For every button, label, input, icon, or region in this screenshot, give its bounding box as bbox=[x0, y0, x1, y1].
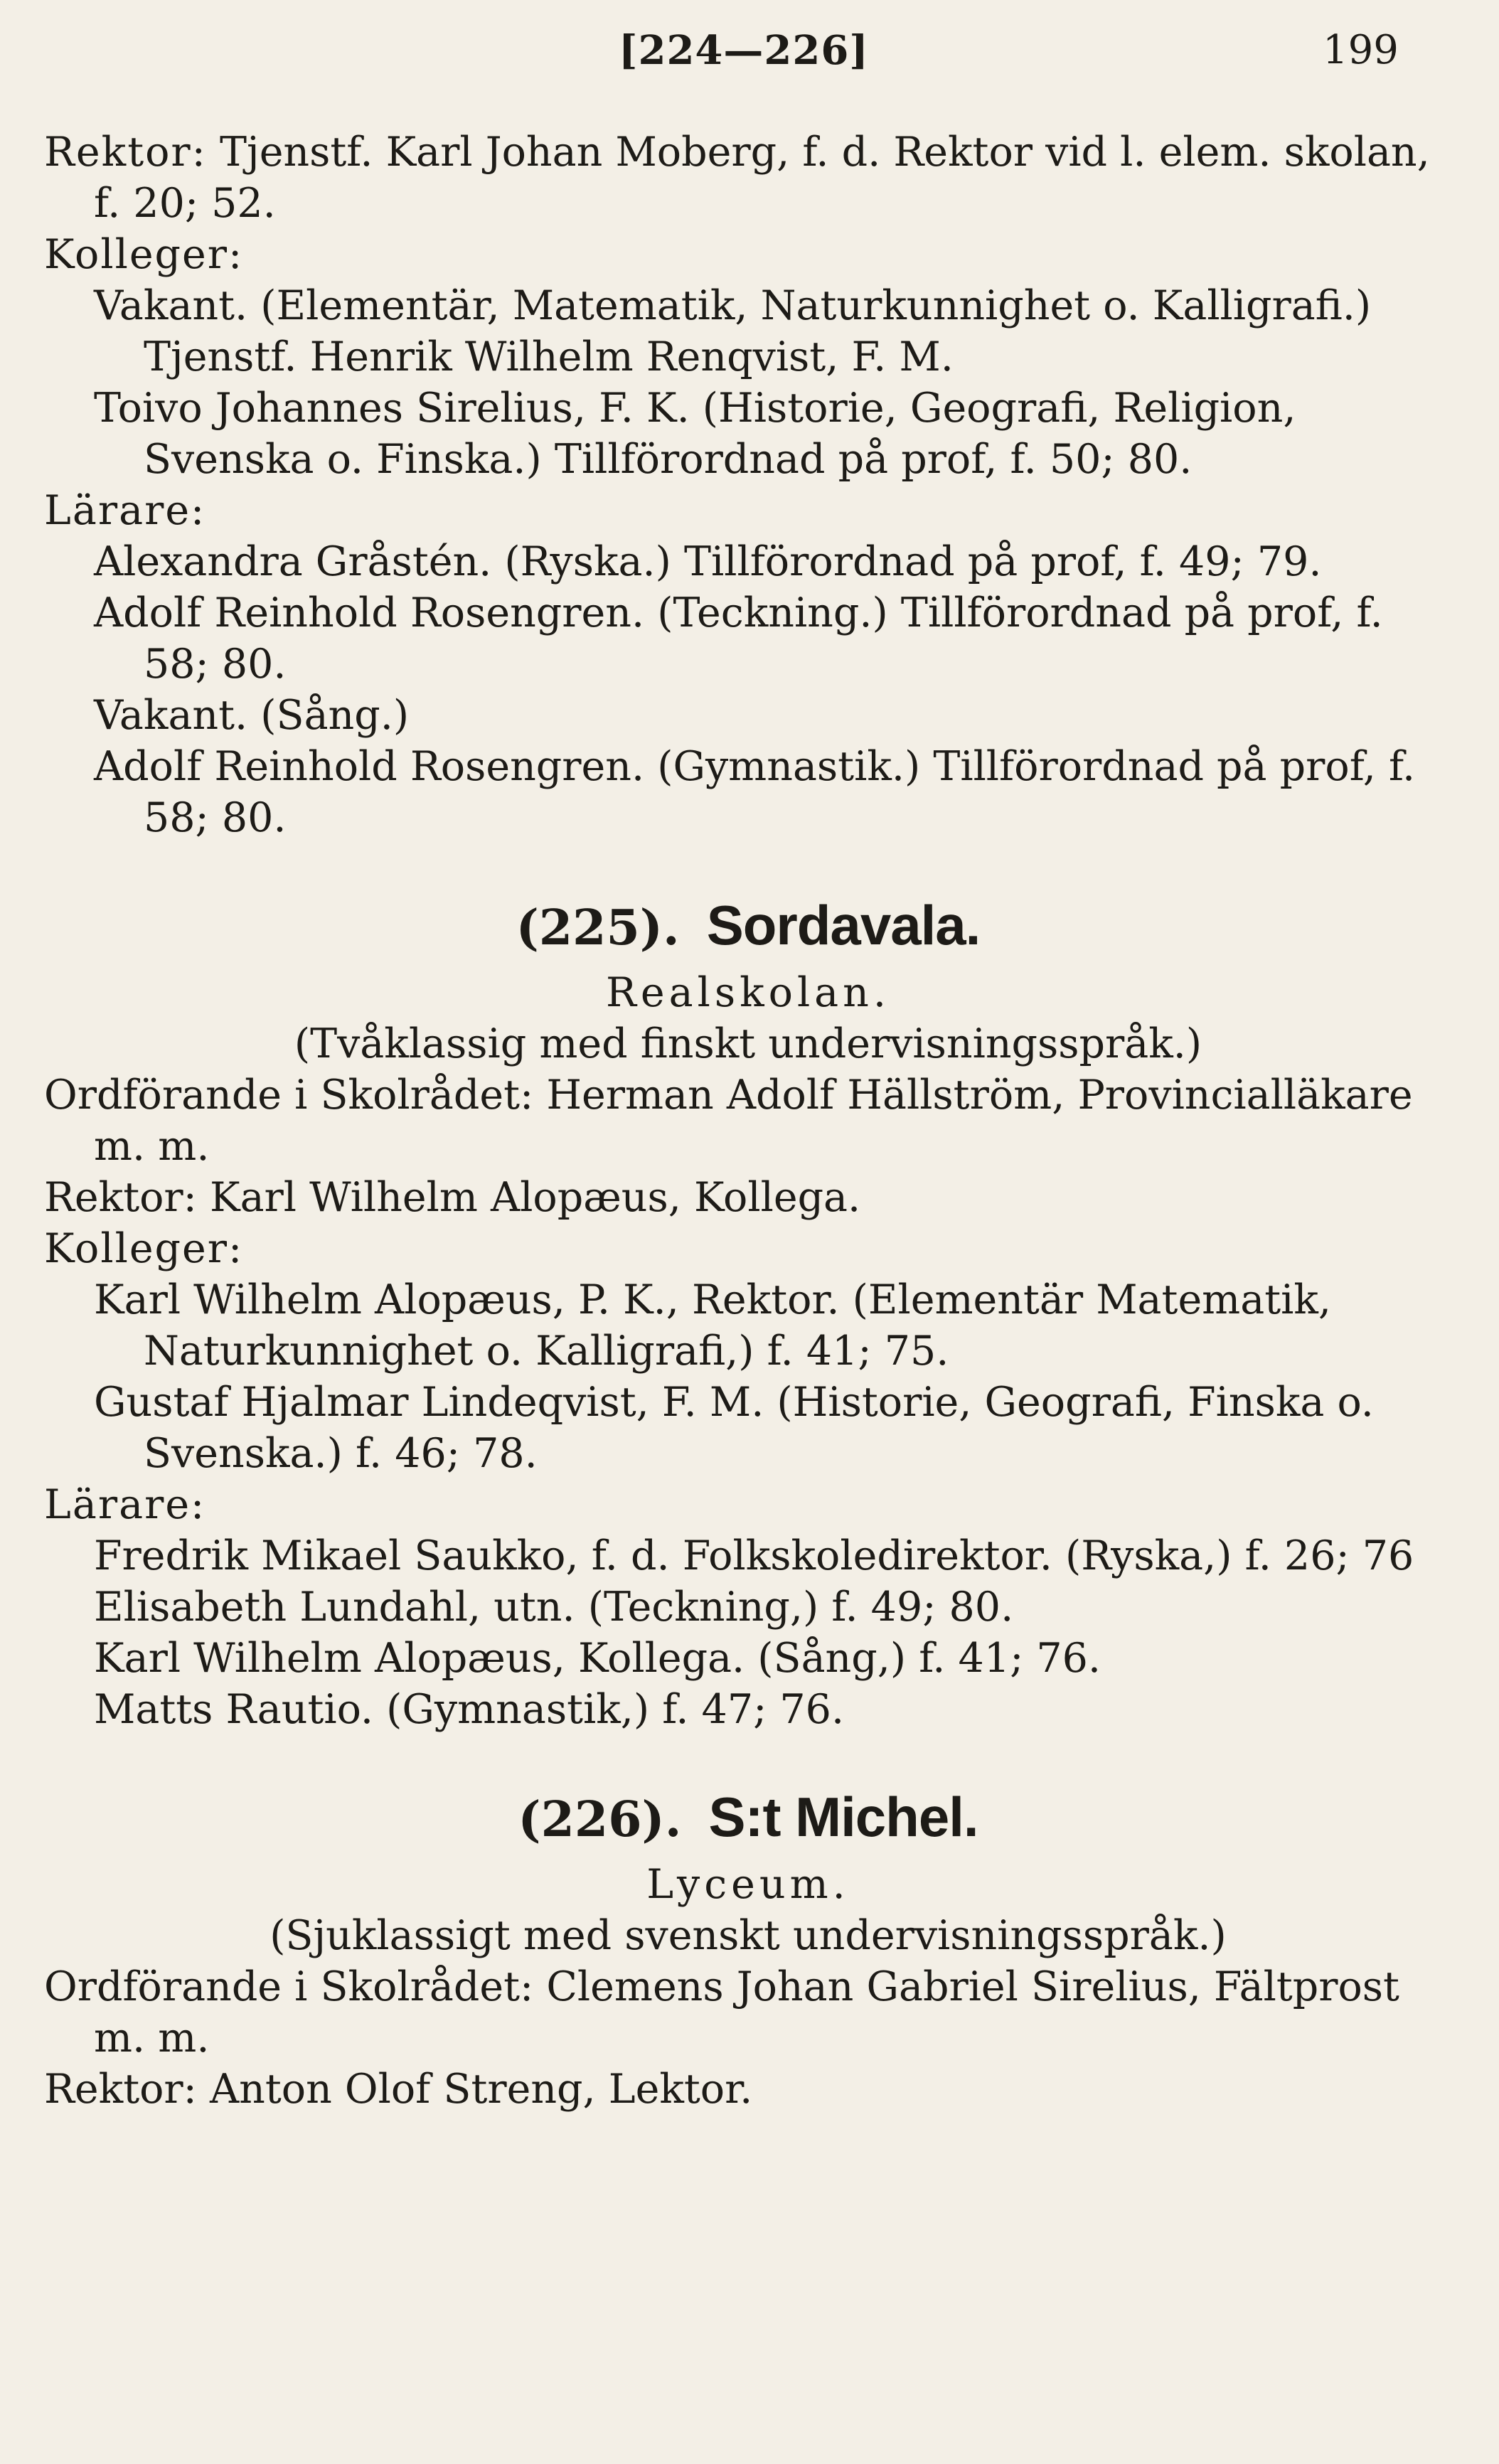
larare-entry: Vakant. (Sång.) bbox=[94, 692, 410, 739]
section-place: Sordavala. bbox=[706, 894, 981, 956]
section-heading-226 bbox=[44, 1785, 1452, 1855]
page-header bbox=[0, 27, 1499, 84]
ordforande-entry: Ordförande i Skolrådet: Herman Adolf Hällström, Provincialläkare m. m. bbox=[44, 1072, 1413, 1170]
larare-entry: Elisabeth Lundahl, utn. (Teckning,) f. 49; 80. bbox=[94, 1584, 1014, 1631]
page-number: 199 bbox=[1323, 27, 1399, 73]
larare-entry: Fredrik Mikael Saukko, f. d. Folkskoledirektor. (Ryska,) f. 26; 76 bbox=[94, 1532, 1414, 1579]
kolleger-label-224: Kolleger: bbox=[44, 231, 244, 278]
rektor-text: Tjenstf. Karl Johan Moberg, f. d. Rektor vid l. elem. skolan, f. 20; 52. bbox=[94, 129, 1430, 227]
kollega-entry: Toivo Johannes Sirelius, F. K. (Historie, Geografi, Religion, Svenska o. Finska.) Tillförordnad på prof, f. 50; 80. bbox=[94, 385, 1296, 483]
school-description: (Tvåklassig med finskt undervisningsspråk.) bbox=[294, 1020, 1202, 1067]
school-description: (Sjuklassigt med svenskt undervisningsspråk.) bbox=[270, 1912, 1227, 1959]
kollega-entry: Gustaf Hjalmar Lindeqvist, F. M. (Historie, Geografi, Finska o. Svenska.) f. 46; 78. bbox=[94, 1379, 1374, 1477]
larare-entry: Karl Wilhelm Alopæus, Kollega. (Sång,) f. 41; 76. bbox=[94, 1635, 1101, 1682]
kollega-entry: Karl Wilhelm Alopæus, P. K., Rektor. (Elementär Matematik, Naturkunnighet o. Kalligrafi,) f. 41; 75. bbox=[94, 1276, 1332, 1375]
page-body bbox=[44, 127, 1452, 2115]
section-range: [224—226] bbox=[619, 27, 869, 74]
larare-entry: Adolf Reinhold Rosengren. (Teckning.) Tillförordnad på prof, f. 58; 80. bbox=[94, 590, 1383, 688]
larare-label: Lärare: bbox=[44, 1481, 206, 1528]
rektor-entry: Rektor: Karl Wilhelm Alopæus, Kollega. bbox=[44, 1174, 861, 1221]
section-heading-225 bbox=[44, 893, 1452, 963]
section-number: (226). bbox=[518, 1791, 682, 1848]
rektor-entry-224 bbox=[44, 127, 1452, 229]
kollega-entry: Vakant. (Elementär, Matematik, Naturkunnighet o. Kalligrafi.) Tjenstf. Henrik Wilhelm Renqvist, F. M. bbox=[94, 282, 1372, 380]
larare-entry: Alexandra Gråstén. (Ryska.) Tillförordnad på prof, f. 49; 79. bbox=[94, 538, 1322, 585]
larare-entry: Adolf Reinhold Rosengren. (Gymnastik.) Tillförordnad på prof, f. 58; 80. bbox=[94, 743, 1416, 841]
larare-entry: Matts Rautio. (Gymnastik,) f. 47; 76. bbox=[94, 1686, 845, 1733]
school-type: Lyceum. bbox=[646, 1861, 850, 1908]
section-place: S:t Michel. bbox=[708, 1786, 978, 1848]
school-type: Realskolan. bbox=[605, 969, 890, 1016]
ordforande-entry: Ordförande i Skolrådet: Clemens Johan Gabriel Sirelius, Fältprost m. m. bbox=[44, 1963, 1399, 2062]
kolleger-label: Kolleger: bbox=[44, 1225, 244, 1272]
larare-label-224: Lärare: bbox=[44, 487, 206, 534]
section-number: (225). bbox=[516, 900, 680, 956]
rektor-label: Rektor: bbox=[44, 129, 207, 176]
rektor-entry: Rektor: Anton Olof Streng, Lektor. bbox=[44, 2066, 753, 2113]
